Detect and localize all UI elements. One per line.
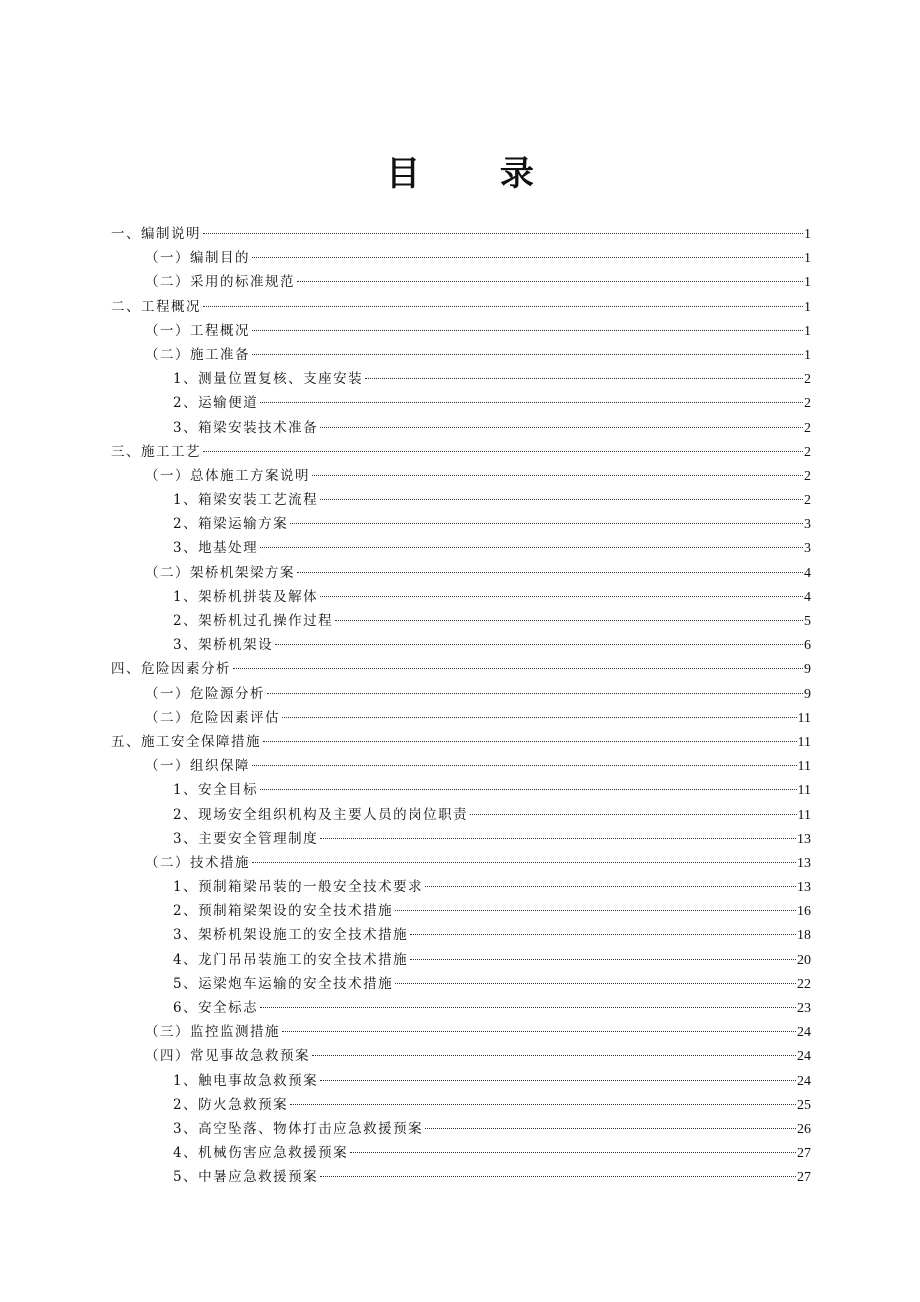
toc-page-number: 9 xyxy=(804,686,811,702)
toc-dot-leader xyxy=(203,451,803,452)
toc-dot-leader xyxy=(263,741,797,742)
toc-page-number: 11 xyxy=(797,807,811,823)
toc-dot-leader xyxy=(203,233,803,234)
toc-entry[interactable] xyxy=(111,996,811,1020)
toc-dot-leader xyxy=(252,354,803,355)
toc-entry-title: 3、架桥机架设 xyxy=(173,637,274,654)
toc-page-number: 2 xyxy=(804,444,811,460)
toc-page-number: 2 xyxy=(804,468,811,484)
toc-dot-leader xyxy=(282,1031,796,1032)
toc-entry[interactable] xyxy=(111,1093,811,1117)
toc-entry-title: 2、箱梁运输方案 xyxy=(173,516,289,533)
toc-entry-title: 2、架桥机过孔操作过程 xyxy=(173,613,334,629)
toc-entry-title: （三）监控监测措施 xyxy=(145,1024,280,1041)
toc-dot-leader xyxy=(267,693,803,694)
toc-dot-leader xyxy=(260,402,803,403)
toc-entry[interactable] xyxy=(111,899,811,923)
toc-entry[interactable] xyxy=(111,416,811,440)
toc-page-number: 1 xyxy=(804,299,811,315)
toc-dot-leader xyxy=(410,934,796,935)
toc-page-number: 1 xyxy=(804,347,811,363)
toc-dot-leader xyxy=(320,499,803,500)
toc-dot-leader xyxy=(282,717,797,718)
page-title: 目 录 xyxy=(386,154,568,194)
toc-entry-title: 2、防火急救预案 xyxy=(173,1096,289,1113)
toc-page-number: 27 xyxy=(797,1170,811,1186)
toc-dot-leader xyxy=(395,910,796,911)
toc-page-number: 4 xyxy=(804,565,811,581)
toc-page-number: 24 xyxy=(797,1073,811,1089)
toc-entry-title: （二）危险因素评估 xyxy=(145,709,280,726)
toc-dot-leader xyxy=(425,1128,796,1129)
toc-dot-leader xyxy=(350,1152,796,1153)
toc-entry-title: 3、箱梁安装技术准备 xyxy=(173,419,319,436)
toc-entry-title: 2、运输便道 xyxy=(173,395,259,412)
toc-entry[interactable] xyxy=(111,367,811,391)
toc-entry[interactable] xyxy=(111,222,811,246)
toc-entry-title: 3、地基处理 xyxy=(173,540,259,557)
toc-entry-title: 2、预制箱梁架设的安全技术措施 xyxy=(173,903,394,920)
toc-dot-leader xyxy=(395,983,796,984)
toc-dot-leader xyxy=(252,765,797,766)
toc-entry-title: （一）组织保障 xyxy=(145,758,250,775)
toc-entry[interactable] xyxy=(111,1069,811,1093)
toc-page-number: 24 xyxy=(797,1025,811,1041)
toc-page-number: 23 xyxy=(797,1001,811,1016)
toc-dot-leader xyxy=(470,814,796,815)
toc-entry-title: （一）编制目的 xyxy=(145,250,250,267)
toc-page-number: 1 xyxy=(804,275,811,291)
toc-entry[interactable] xyxy=(111,948,811,972)
toc-page-number: 11 xyxy=(797,734,811,750)
toc-dot-leader xyxy=(260,789,796,790)
toc-dot-leader xyxy=(290,1104,796,1105)
toc-entry-title: 一、编制说明 xyxy=(111,226,201,242)
toc-dot-leader xyxy=(290,523,803,524)
toc-entry[interactable] xyxy=(111,803,811,827)
toc-entry-title: 1、预制箱梁吊装的一般安全技术要求 xyxy=(173,879,424,896)
toc-entry-title: 三、施工工艺 xyxy=(111,443,201,460)
toc-dot-leader xyxy=(320,1080,796,1081)
toc-page-number: 13 xyxy=(797,855,811,871)
toc-page-number: 11 xyxy=(797,759,811,775)
toc-entry-title: 3、主要安全管理制度 xyxy=(173,830,319,847)
toc-page-number: 20 xyxy=(797,952,811,968)
toc-entry[interactable] xyxy=(111,657,811,681)
toc-page-number: 6 xyxy=(804,638,811,654)
toc-entry[interactable] xyxy=(111,246,811,270)
toc-page-number: 26 xyxy=(797,1121,811,1137)
toc-entry[interactable] xyxy=(111,633,811,657)
toc-dot-leader xyxy=(252,330,803,331)
toc-page-number: 1 xyxy=(804,323,811,339)
toc-entry-title: 2、现场安全组织机构及主要人员的岗位职责 xyxy=(173,806,469,823)
toc-entry[interactable] xyxy=(111,1117,811,1141)
toc-page-number: 11 xyxy=(797,710,811,726)
toc-entry-title: 4、机械伤害应急救援预案 xyxy=(173,1145,349,1162)
toc-dot-leader xyxy=(275,644,803,645)
toc-dot-leader xyxy=(320,596,803,597)
toc-page-number: 1 xyxy=(804,227,811,242)
toc-entry[interactable] xyxy=(111,512,811,536)
toc-page-number: 18 xyxy=(797,928,811,944)
toc-entry-title: （二）采用的标准规范 xyxy=(145,274,295,291)
toc-dot-leader xyxy=(252,862,796,863)
toc-entry-title: 四、危险因素分析 xyxy=(111,661,231,678)
toc-dot-leader xyxy=(260,547,803,548)
toc-entry-title: （一）工程概况 xyxy=(145,322,250,339)
toc-entry[interactable] xyxy=(111,827,811,851)
toc-entry-title: （一）总体施工方案说明 xyxy=(145,467,310,484)
toc-page-number: 4 xyxy=(804,589,811,605)
toc-entry-title: （二）架桥机架梁方案 xyxy=(145,564,295,581)
toc-page-number: 16 xyxy=(797,904,811,920)
toc-page-number: 13 xyxy=(797,831,811,847)
toc-entry[interactable] xyxy=(111,972,811,996)
toc-entry[interactable] xyxy=(111,1165,811,1189)
toc-entry-title: 1、触电事故急救预案 xyxy=(173,1072,319,1089)
toc-entry-title: 3、高空坠落、物体打击应急救援预案 xyxy=(173,1120,424,1137)
toc-entry[interactable] xyxy=(111,1020,811,1044)
toc-entry-title: 5、运梁炮车运输的安全技术措施 xyxy=(173,975,394,992)
toc-page-number: 2 xyxy=(804,372,811,388)
toc-entry[interactable] xyxy=(111,851,811,875)
toc-dot-leader xyxy=(320,427,803,428)
toc-page-number: 1 xyxy=(804,251,811,267)
toc-dot-leader xyxy=(410,959,796,960)
toc-page-number: 25 xyxy=(797,1097,811,1113)
toc-entry-title: 1、架桥机拼装及解体 xyxy=(173,588,319,605)
toc-dot-leader xyxy=(252,257,803,258)
toc-entry[interactable] xyxy=(111,295,811,319)
toc-entry-title: 4、龙门吊吊装施工的安全技术措施 xyxy=(173,951,409,968)
toc-entry[interactable] xyxy=(111,706,811,730)
toc-dot-leader xyxy=(425,886,796,887)
toc-entry-title: （二）技术措施 xyxy=(145,854,250,871)
toc-dot-leader xyxy=(320,838,796,839)
toc-entry[interactable] xyxy=(111,778,811,802)
toc-dot-leader xyxy=(320,1176,796,1177)
toc-entry[interactable] xyxy=(111,754,811,778)
toc-entry[interactable] xyxy=(111,1044,811,1068)
toc-dot-leader xyxy=(297,281,803,282)
toc-entry[interactable] xyxy=(111,440,811,464)
toc-page-number: 5 xyxy=(804,614,811,629)
toc-dot-leader xyxy=(312,475,803,476)
toc-entry[interactable] xyxy=(111,923,811,947)
toc-entry[interactable] xyxy=(111,730,811,754)
toc-entry-title: 1、箱梁安装工艺流程 xyxy=(173,492,319,509)
toc-page-number: 11 xyxy=(797,783,811,799)
toc-dot-leader xyxy=(365,378,803,379)
toc-dot-leader xyxy=(203,306,803,307)
toc-entry[interactable] xyxy=(111,464,811,488)
toc-entry[interactable] xyxy=(111,561,811,585)
toc-entry[interactable] xyxy=(111,585,811,609)
toc-page-number: 24 xyxy=(797,1049,811,1065)
toc-entry[interactable] xyxy=(111,609,811,633)
toc-entry-title: （四）常见事故急救预案 xyxy=(145,1048,310,1065)
toc-entry-title: 1、安全目标 xyxy=(173,782,259,799)
toc-entry-title: 二、工程概况 xyxy=(111,298,201,315)
toc-page-number: 3 xyxy=(804,517,811,533)
toc-entry-title: 五、施工安全保障措施 xyxy=(111,733,261,750)
toc-entry-title: 5、中暑应急救援预案 xyxy=(173,1169,319,1186)
toc-entry[interactable] xyxy=(111,536,811,560)
toc-entry[interactable] xyxy=(111,488,811,512)
toc-dot-leader xyxy=(233,668,803,669)
toc-entry-title: 1、测量位置复核、支座安装 xyxy=(173,371,364,388)
toc-page-number: 2 xyxy=(804,493,811,509)
toc-entry[interactable] xyxy=(111,682,811,706)
toc-dot-leader xyxy=(335,620,803,621)
toc-page-number: 22 xyxy=(797,976,811,992)
toc-entry-title: （二）施工准备 xyxy=(145,346,250,363)
toc-entry[interactable] xyxy=(111,319,811,343)
toc-dot-leader xyxy=(260,1007,796,1008)
toc-entry[interactable] xyxy=(111,270,811,294)
toc-page-number: 13 xyxy=(797,880,811,896)
toc-entry[interactable] xyxy=(111,875,811,899)
toc-page-number: 9 xyxy=(804,662,811,678)
toc-entry[interactable] xyxy=(111,343,811,367)
toc-entry-title: 6、安全标志 xyxy=(173,1000,259,1016)
toc-page-number: 27 xyxy=(797,1146,811,1162)
table-of-contents xyxy=(111,222,811,1190)
toc-page-number: 2 xyxy=(804,420,811,436)
toc-dot-leader xyxy=(312,1055,796,1056)
toc-dot-leader xyxy=(297,572,803,573)
toc-page-number: 3 xyxy=(804,541,811,557)
toc-entry[interactable] xyxy=(111,391,811,415)
toc-entry-title: （一）危险源分析 xyxy=(145,685,265,702)
toc-page-number: 2 xyxy=(804,396,811,412)
toc-entry[interactable] xyxy=(111,1141,811,1165)
toc-entry-title: 3、架桥机架设施工的安全技术措施 xyxy=(173,927,409,944)
